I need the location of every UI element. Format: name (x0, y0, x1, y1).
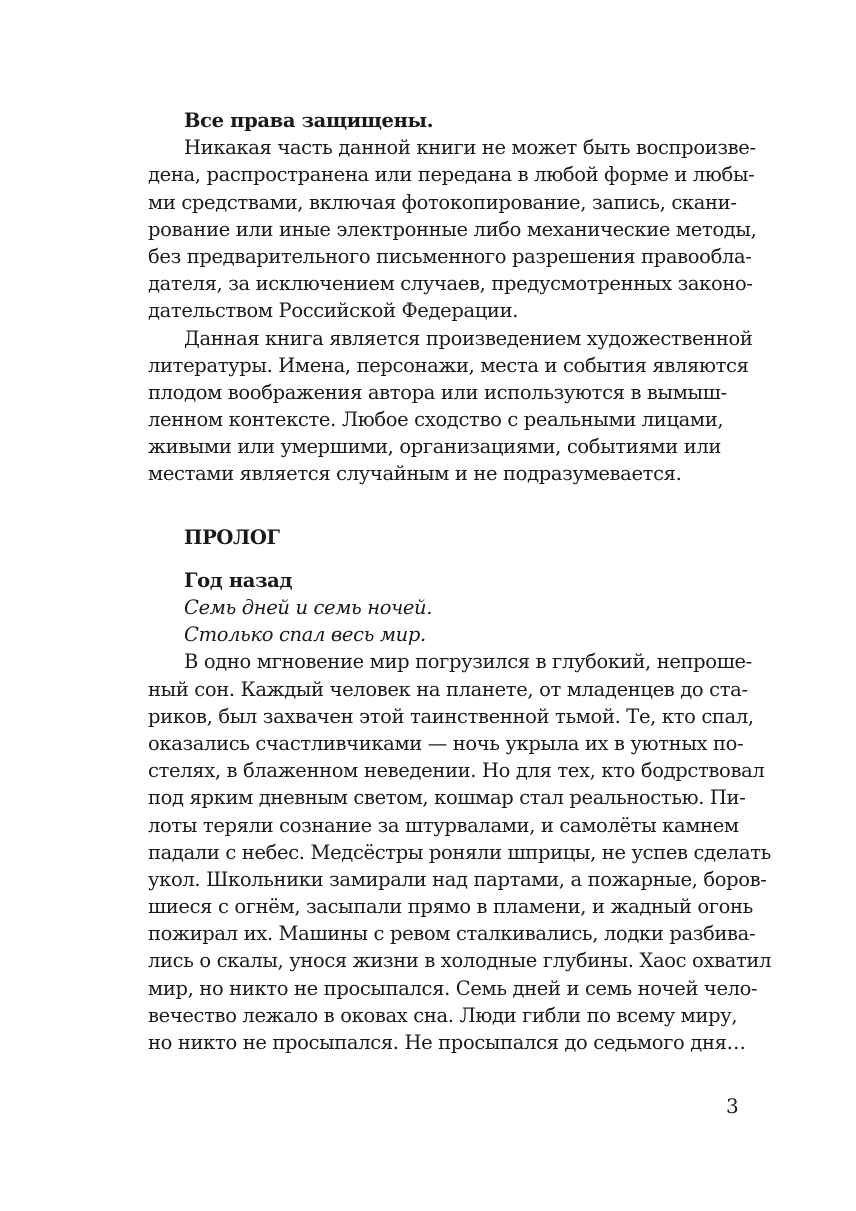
text-line: без предварительного письменного разрешения правообла- (148, 244, 752, 268)
text-line: вечество лежало в оковах сна. Люди гибли по всему миру, (148, 1003, 738, 1027)
text-line: укол. Школьники замирали над партами, а пожарные, боров- (148, 867, 767, 891)
text-line: лись о скалы, унося жизни в холодные глубины. Хаос охватил (148, 949, 772, 973)
text-line: но никто не просыпался. Не просыпался до седьмого дня… (148, 1031, 746, 1054)
text-line: риков, был захвачен этой таинственной тьмой. Те, кто спал, (148, 704, 754, 728)
text-line: пожирал их. Машины с ревом сталкивались, лодки разбива- (148, 922, 756, 946)
text-line: дательством Российской Федерации. (148, 299, 519, 323)
text-line: литературы. Имена, персонажи, места и события являются (148, 353, 749, 377)
text-line: мир, но никто не просыпался. Семь дней и семь ночей чело- (148, 976, 758, 1000)
text-line: местами является случайным и не подразумевается. (148, 462, 682, 486)
text-line: стелях, в блаженном неведении. Но для тех, кто бодрствовал (148, 759, 765, 783)
text-line: плодом воображения автора или используются в вымыш- (148, 380, 727, 404)
prologue-subtitle: Год назад (184, 568, 293, 592)
prologue-title: ПРОЛОГ (184, 525, 280, 549)
copyright-paragraph-1 (148, 134, 757, 324)
prologue-paragraph (148, 648, 772, 1056)
text-line: ный сон. Каждый человек на планете, от младенцев до ста- (148, 677, 748, 701)
text-line: В одно мгновение мир погрузился в глубокий, непроше- (184, 650, 752, 674)
text-line: под ярким дневным светом, кошмар стал реальностью. Пи- (148, 786, 746, 810)
page-body (148, 107, 772, 1056)
copyright-heading: Все права защищены. (184, 109, 434, 132)
text-line: дателя, за исключением случаев, предусмотренных законо- (148, 272, 753, 296)
text-line: лоты теряли сознание за штурвалами, и самолёты камнем (148, 813, 739, 837)
text-line: шиеся с огнём, засыпали прямо в пламени, и жадный огонь (148, 895, 753, 919)
text-line: ленном контексте. Любое сходство с реальными лицами, (148, 408, 724, 432)
text-line: оказались счастливчиками — ночь укрыла их в уютных по- (148, 731, 744, 755)
copyright-paragraph-2 (148, 325, 753, 488)
epigraph-line: Семь дней и семь ночей. (184, 596, 433, 619)
text-line: Никакая часть данной книги не может быть воспроизве- (184, 136, 756, 160)
text-line: падали с небес. Медсёстры роняли шприцы, не успев сделать (148, 840, 771, 864)
page-number: 3 (726, 1094, 739, 1118)
section-spacer (148, 551, 744, 567)
text-line: ми средствами, включая фотокопирование, запись, скани- (148, 190, 737, 214)
text-line: дена, распространена или передана в любой форме и любы- (148, 163, 755, 187)
section-spacer (148, 488, 744, 524)
text-line: Данная книга является произведением художественной (184, 326, 753, 350)
epigraph-line: Столько спал весь мир. (184, 623, 426, 647)
text-line: рование или иные электронные либо механические методы, (148, 217, 757, 241)
text-line: живыми или умершими, организациями, событиями или (148, 435, 722, 459)
prologue-epigraph (148, 594, 744, 648)
